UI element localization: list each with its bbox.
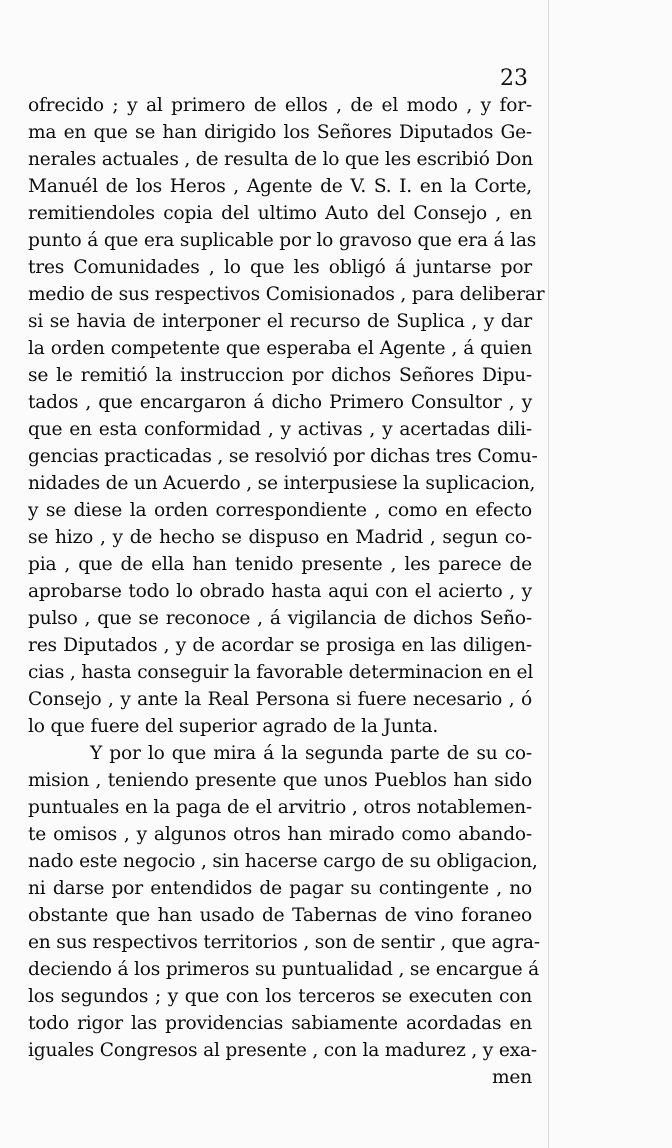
text-line: y se diese la orden correspondiente , como en efecto [28, 500, 532, 521]
paragraph-first-line: Y por lo que mira á la segunda parte de su co- [90, 743, 532, 764]
text-line: ofrecido ; y al primero de ellos , de el modo , y for- [28, 95, 532, 116]
body-text [28, 92, 545, 1091]
text-line: cias , hasta conseguir la favorable determinacion en el [28, 662, 534, 683]
page-edge-divider [548, 0, 549, 1148]
text-line: punto á que era suplicable por lo gravoso que era á las [28, 230, 537, 251]
text-line: medio de sus respectivos Comisionados , para deliberar [28, 284, 545, 305]
text-line: tados , que encargaron á dicho Primero Consultor , y [28, 392, 532, 413]
text-line: remitiendoles copia del ultimo Auto del Consejo , en [28, 203, 532, 224]
text-line: nado este negocio , sin hacerse cargo de su obligacion, [28, 851, 538, 872]
text-line: nerales actuales , de resulta de lo que les escribió Don [28, 149, 533, 170]
text-line: puntuales en la paga de el arvitrio , otros notablemen- [28, 797, 532, 818]
text-line: si se havia de interponer el recurso de Suplica , y dar [28, 311, 532, 332]
text-line: res Diputados , y de acordar se prosiga en las diligen- [28, 635, 532, 656]
page-number: 23 [500, 66, 528, 91]
text-line: se le remitió la instruccion por dichos Señores Dipu- [28, 365, 532, 386]
catchword: men [491, 1067, 532, 1088]
text-line: Manuél de los Heros , Agente de V. S. I. en la Corte, [28, 176, 532, 197]
text-line: en sus respectivos territorios , son de sentir , que agra- [28, 932, 540, 953]
text-line: la orden competente que esperaba el Agente , á quien [28, 338, 532, 359]
text-line: deciendo á los primeros su puntualidad , se encargue á [28, 959, 539, 980]
text-line: pulso , que se reconoce , á vigilancia de dichos Seño- [28, 608, 532, 629]
text-line: tres Comunidades , lo que les obligó á juntarse por [28, 257, 532, 278]
text-line: iguales Congresos al presente , con la madurez , y exa- [28, 1040, 537, 1061]
text-line: mision , teniendo presente que unos Pueblos han sido [28, 770, 532, 791]
text-line: lo que fuere del superior agrado de la Junta. [28, 716, 439, 737]
text-line: se hizo , y de hecho se dispuso en Madrid , segun co- [28, 527, 532, 548]
text-line: Consejo , y ante la Real Persona si fuere necesario , ó [28, 689, 532, 710]
text-line: te omisos , y algunos otros han mirado como abando- [28, 824, 532, 845]
text-line: todo rigor las providencias sabiamente acordadas en [28, 1013, 532, 1034]
text-line: los segundos ; y que con los terceros se executen con [28, 986, 532, 1007]
text-line: gencias practicadas , se resolvió por dichas tres Comu- [28, 446, 538, 467]
text-line: ni darse por entendidos de pagar su contingente , no [28, 878, 532, 899]
text-line: pia , que de ella han tenido presente , les parece de [28, 554, 532, 575]
text-line: nidades de un Acuerdo , se interpusiese la suplicacion, [28, 473, 536, 494]
text-line: aprobarse todo lo obrado hasta aqui con el acierto , y [28, 581, 532, 602]
text-line: ma en que se han dirigido los Señores Diputados Ge- [28, 122, 532, 143]
text-line: que en esta conformidad , y activas , y acertadas dili- [28, 419, 532, 440]
text-line: obstante que han usado de Tabernas de vino foraneo [28, 905, 532, 926]
